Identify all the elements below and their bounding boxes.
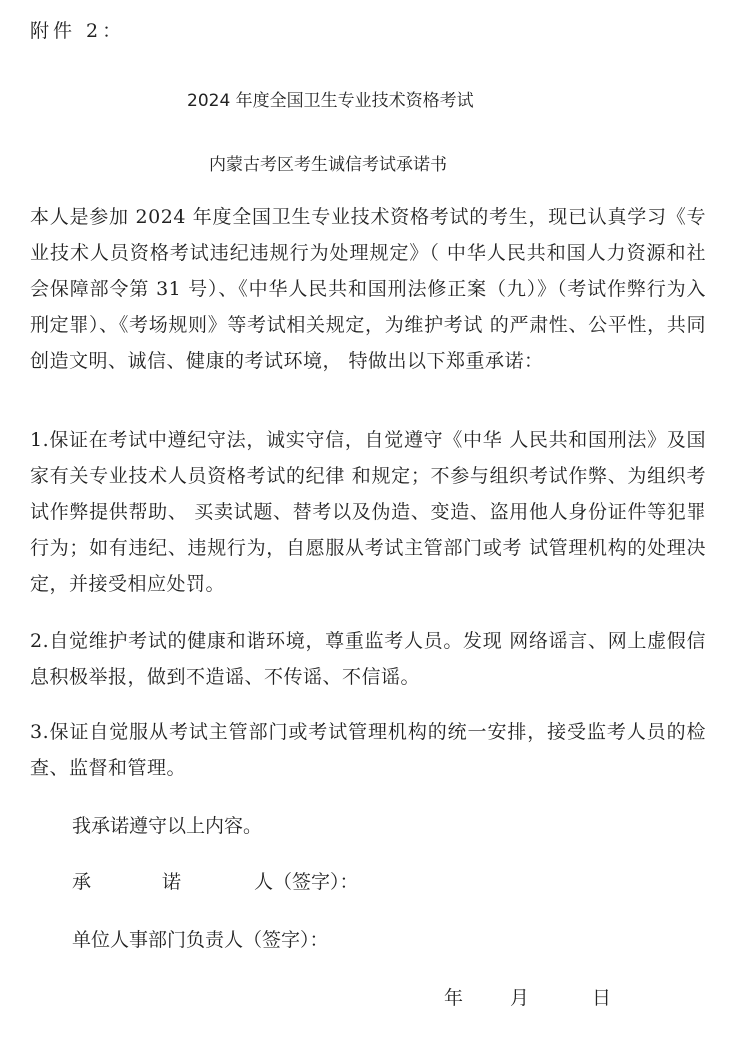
- signer-label-part-1: 承: [72, 871, 92, 893]
- pledge-item-1: 1.保证在考试中遵纪守法，诚实守信，自觉遵守《中华 人民共和国刑法》及国家有关专业技术人员资格考试的纪律 和规定；不参与组织考试作弊、为组织考试作弊提供帮助、 买卖试题、替考以及伪造、变造、盗用他人身份证件等犯罪行为；如有违纪、违规行为，自愿服从考试主管部门或考 试管理机构的处理决定，并接受相应处罚。: [30, 429, 706, 595]
- signer-label-part-2: 诺: [162, 871, 182, 893]
- date-year-label: 年: [444, 987, 464, 1009]
- intro-paragraph: 本人是参加 2024 年度全国卫生专业技术资格考试的考生，现已认真学习《专业技术人员资格考试违纪违规行为处理规定》（ 中华人民共和国人力资源和社会保障部令第 31 号）、《中华人民共和国刑法修正案（九）》（考试作弊行为入刑定罪）、《考场规则》等考试相关规定，为维护考试 的严肃性、公平性，共同创造文明、诚信、健康的考试环境， 特做出以下郑重承诺：: [30, 206, 706, 372]
- hr-signature-line: 单位人事部门负责人（签字）：: [72, 929, 329, 951]
- pledge-item-2: 2.自觉维护考试的健康和谐环境，尊重监考人员。发现 网络谣言、网上虚假信息积极举报，做到不造谣、不传谣、不信谣。: [30, 630, 706, 688]
- attachment-label: 附件 2：: [30, 20, 126, 42]
- pledge-statement: 我承诺遵守以上内容。: [72, 815, 263, 837]
- pledge-item-3: 3.保证自觉服从考试主管部门或考试管理机构的统一安排，接受监考人员的检查、监督和管理。: [30, 721, 706, 779]
- signer-label-part-3: 人（签字）：: [254, 871, 359, 893]
- document-title: 2024 年度全国卫生专业技术资格考试: [187, 91, 474, 111]
- date-month-label: 月: [510, 987, 530, 1009]
- document-subtitle: 内蒙古考区考生诚信考试承诺书: [209, 155, 447, 175]
- date-day-label: 日: [592, 987, 612, 1009]
